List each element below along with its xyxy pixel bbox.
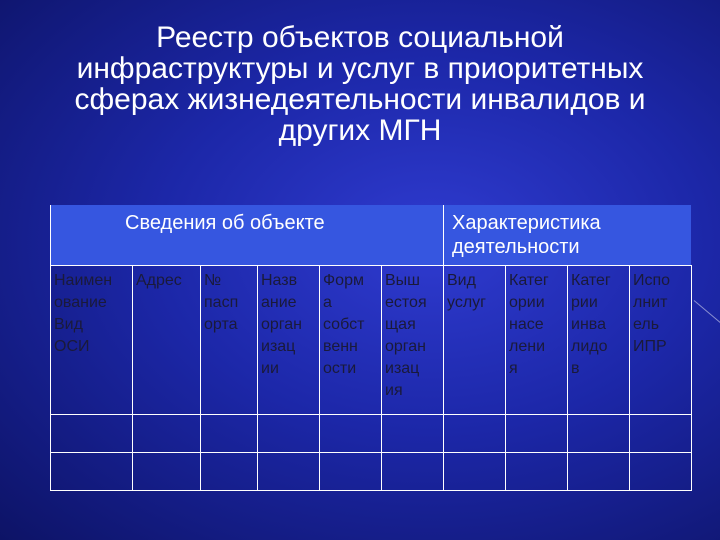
column-header-line: Испо bbox=[633, 272, 671, 289]
column-header-line: изац bbox=[261, 338, 296, 355]
title-line-2: инфраструктуры и услуг в приоритетных bbox=[76, 52, 644, 85]
decorative-line bbox=[694, 300, 720, 326]
column-header-line: в bbox=[571, 360, 580, 377]
column-header bbox=[506, 266, 568, 415]
column-header bbox=[568, 266, 630, 415]
header-divider bbox=[443, 205, 444, 265]
column-header bbox=[201, 266, 258, 415]
column-header bbox=[320, 266, 382, 415]
slide-title bbox=[20, 22, 700, 146]
column-header bbox=[51, 266, 133, 415]
column-header-line: орган bbox=[385, 338, 427, 355]
table-row bbox=[51, 453, 692, 491]
column-header-line: лени bbox=[509, 338, 546, 355]
registry-table bbox=[50, 205, 691, 464]
column-header-line: Вид bbox=[54, 316, 83, 333]
column-header-line: Катег bbox=[571, 272, 611, 289]
column-header-line: ание bbox=[261, 294, 297, 311]
column-header-line: а bbox=[323, 294, 332, 311]
title-line-3: сферах жизнедеятельности инвалидов и bbox=[74, 83, 646, 116]
column-header-line: изац bbox=[385, 360, 420, 377]
column-header-line: лнит bbox=[633, 294, 668, 311]
table-body bbox=[50, 265, 692, 491]
column-header-line: естоя bbox=[385, 294, 427, 311]
title-line-1: Реестр объектов социальной bbox=[156, 21, 564, 54]
column-header-line: ель bbox=[633, 316, 660, 333]
column-header-line: Наимен bbox=[54, 272, 113, 289]
column-header-line: Форм bbox=[323, 272, 364, 289]
group-header-activity bbox=[452, 211, 652, 259]
group-header-activity-line-1: Характеристика bbox=[452, 212, 601, 234]
column-header bbox=[630, 266, 692, 415]
column-header-line: насе bbox=[509, 316, 544, 333]
column-header-line: ИПР bbox=[633, 338, 667, 355]
column-header-line: рии bbox=[571, 294, 598, 311]
column-header-line: ия bbox=[385, 382, 403, 399]
column-header-line: услуг bbox=[447, 294, 486, 311]
column-header-line: инва bbox=[571, 316, 606, 333]
column-header-line: лидо bbox=[571, 338, 608, 355]
column-header-line: венн bbox=[323, 338, 358, 355]
column-header bbox=[444, 266, 506, 415]
group-header-object-info: Сведения об объекте bbox=[125, 212, 325, 234]
column-header-line: Катег bbox=[509, 272, 549, 289]
column-header-line: собст bbox=[323, 316, 365, 333]
column-header bbox=[133, 266, 201, 415]
column-header-line: ии bbox=[261, 360, 279, 377]
header-divider-left bbox=[50, 205, 51, 265]
column-header-line: Выш bbox=[385, 272, 421, 289]
table-row bbox=[51, 415, 692, 453]
table-header-row bbox=[51, 266, 692, 415]
column-header-line: пасп bbox=[204, 294, 239, 311]
column-header-line: № bbox=[204, 272, 222, 289]
group-header-activity-line-2: деятельности bbox=[452, 236, 580, 258]
column-header-line: ование bbox=[54, 294, 107, 311]
column-header-line: ости bbox=[323, 360, 357, 377]
column-header-line: Вид bbox=[447, 272, 476, 289]
column-header-line: я bbox=[509, 360, 518, 377]
column-header-line: Назв bbox=[261, 272, 298, 289]
column-header bbox=[258, 266, 320, 415]
column-header-line: орган bbox=[261, 316, 303, 333]
column-header-line: Адрес bbox=[136, 272, 182, 289]
column-header-line: орта bbox=[204, 316, 238, 333]
title-line-4: других МГН bbox=[278, 114, 442, 147]
column-header-line: ОСИ bbox=[54, 338, 90, 355]
column-header-line: ории bbox=[509, 294, 545, 311]
column-header-line: щая bbox=[385, 316, 416, 333]
column-header bbox=[382, 266, 444, 415]
